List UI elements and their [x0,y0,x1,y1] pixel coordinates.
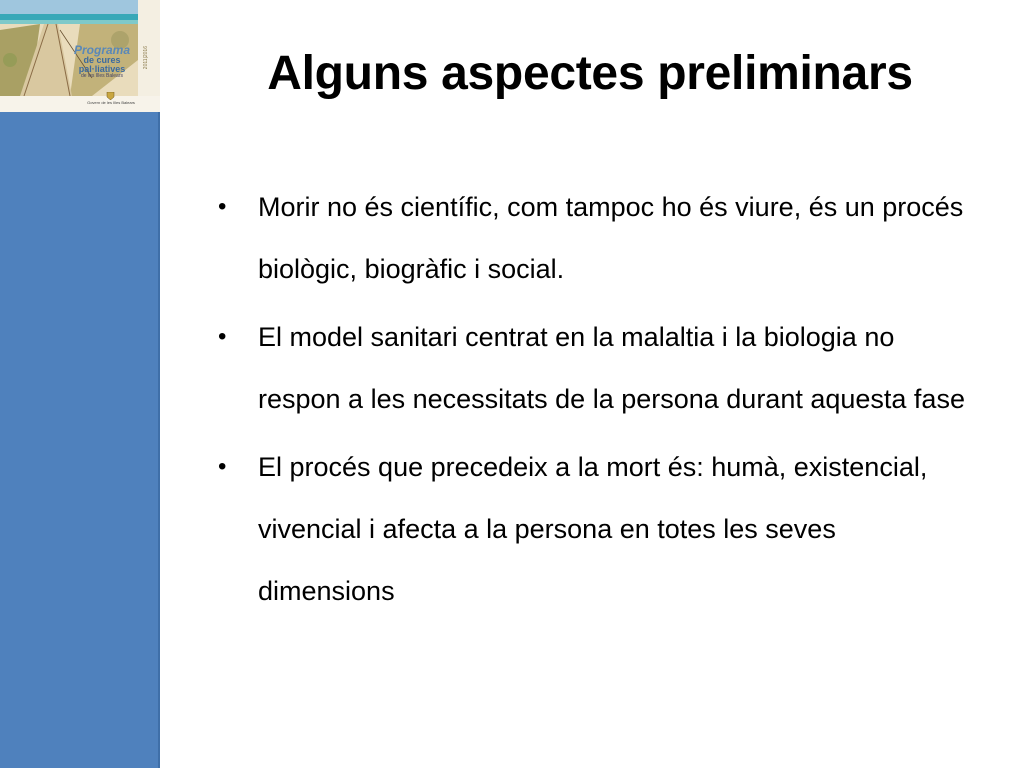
bullet-dot-icon: • [218,453,227,480]
sidebar-bar [0,112,160,768]
bullet-dot-icon: • [218,193,227,220]
bullet-text: El procés que precedeix a la mort és: humà, existencial, vivencial i afecta a la persona en totes les seves dimensions [258,452,928,606]
brochure-title-line2: de cures pal·liatives [78,55,126,74]
bullet-dot-icon: • [218,323,227,350]
brochure-title-line3: de les Illes Balears [81,73,123,79]
brochure-government: Govern de les Illes Balears [87,100,135,105]
bullet-text: Morir no és científic, com tampoc ho és viure, és un procés biològic, biogràfic i social. [258,192,964,284]
brochure-thumbnail [0,0,160,112]
bullet-text: El model sanitari centrat en la malaltia i la biologia no respon a les necessitats de la persona durant aquesta fase [258,322,965,414]
brochure-title [62,44,142,79]
brochure-years: 2011|2016 [143,46,149,70]
brochure-title-line1: Programa [73,43,131,57]
slide-title: Alguns aspectes preliminars [267,47,913,100]
government-crest-icon [106,92,115,100]
bullet-list [216,176,976,628]
bullet-item [216,176,976,300]
bullet-item [216,306,976,430]
bullet-item [216,436,976,622]
